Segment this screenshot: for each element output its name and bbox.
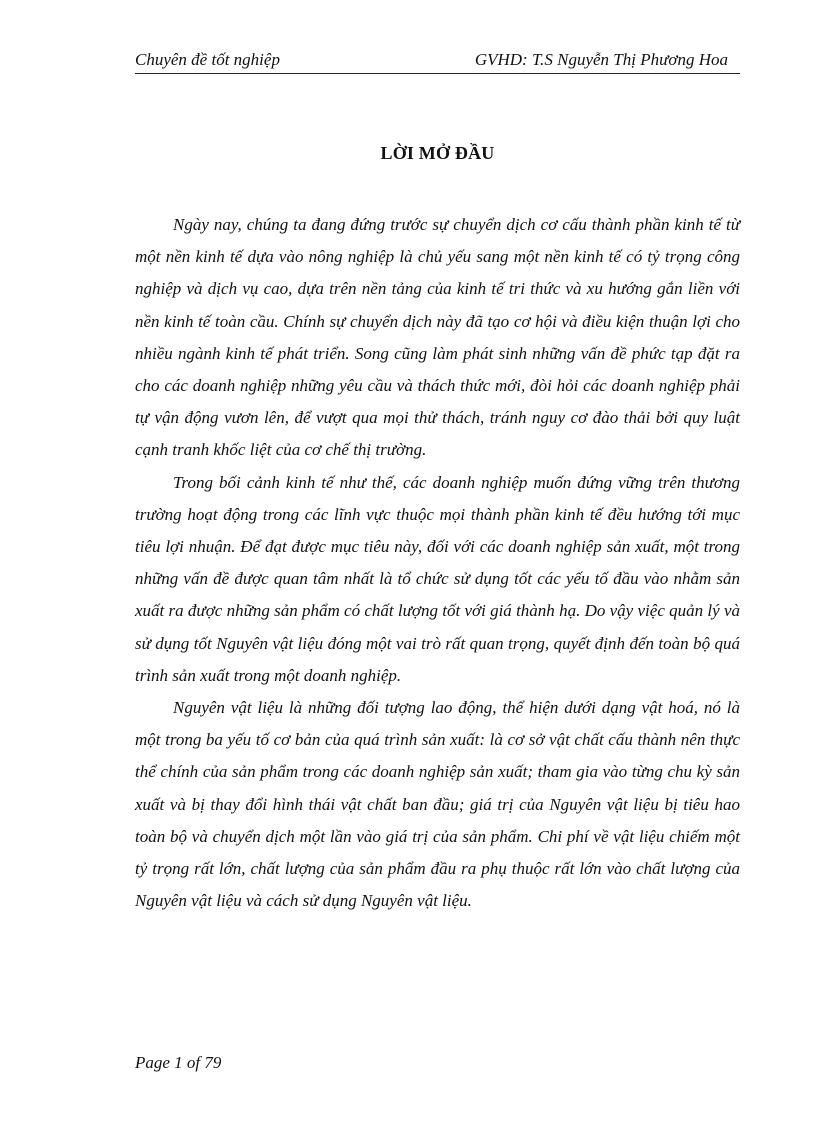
document-body xyxy=(135,209,740,917)
paragraph: Nguyên vật liệu là những đối tượng lao động, thể hiện dưới dạng vật hoá, nó là một trong ba yếu tố cơ bản của quá trình sản xuất: là cơ sở vật chất cấu thành nên thực thể chính của sản phẩm trong các doanh nghiệp sản xuất; tham gia vào từng chu kỳ sản xuất và bị thay đổi hình thái vật chất ban đầu; giá trị của Nguyên vật liệu bị tiêu hao toàn bộ và chuyển dịch một lần vào giá trị của sản phẩm. Chi phí về vật liệu chiếm một tỷ trọng rất lớn, chất lượng của sản phẩm đầu ra phụ thuộc rất lớn vào chất lượng của Nguyên vật liệu và cách sử dụng Nguyên vật liệu. xyxy=(135,698,740,911)
header-supervisor: GVHD: T.S Nguyễn Thị Phương Hoa xyxy=(474,50,728,69)
page-number: Page 1 of 79 xyxy=(135,1053,222,1072)
page-header xyxy=(135,49,740,74)
page-title: LỜI MỞ ĐẦU xyxy=(380,143,495,163)
header-document-type: Chuyên đề tốt nghiệp xyxy=(135,50,280,69)
paragraph: Ngày nay, chúng ta đang đứng trước sự chuyển dịch cơ cấu thành phần kinh tế từ một nền kinh tế dựa vào nông nghiệp là chủ yếu sang một nền kinh tế có tỷ trọng công nghiệp và dịch vụ cao, dựa trên nền tảng của kinh tế tri thức và xu hướng gắn liền với nền kinh tế toàn cầu. Chính sự chuyển dịch này đã tạo cơ hội và điều kiện thuận lợi cho nhiều ngành kinh tế phát triển. Song cũng làm phát sinh những vấn đề phức tạp đặt ra cho các doanh nghiệp những yêu cầu và thách thức mới, đòi hỏi các doanh nghiệp phải tự vận động vươn lên, để vượt qua mọi thử thách, tránh nguy cơ đào thải bởi quy luật cạnh tranh khốc liệt của cơ chế thị trường. xyxy=(135,215,740,460)
paragraph: Trong bối cảnh kinh tế như thế, các doanh nghiệp muốn đứng vững trên thương trường hoạt động trong các lĩnh vực thuộc mọi thành phần kinh tế đều hướng tới mục tiêu lợi nhuận. Để đạt được mục tiêu này, đối với các doanh nghiệp sản xuất, một trong những vấn đề được quan tâm nhất là tổ chức sử dụng tốt các yếu tố đầu vào nhằm sản xuất ra được những sản phẩm có chất lượng tốt với giá thành hạ. Do vậy việc quản lý và sử dụng tốt Nguyên vật liệu đóng một vai trò rất quan trọng, quyết định đến toàn bộ quá trình sản xuất trong một doanh nghiệp. xyxy=(135,472,740,685)
